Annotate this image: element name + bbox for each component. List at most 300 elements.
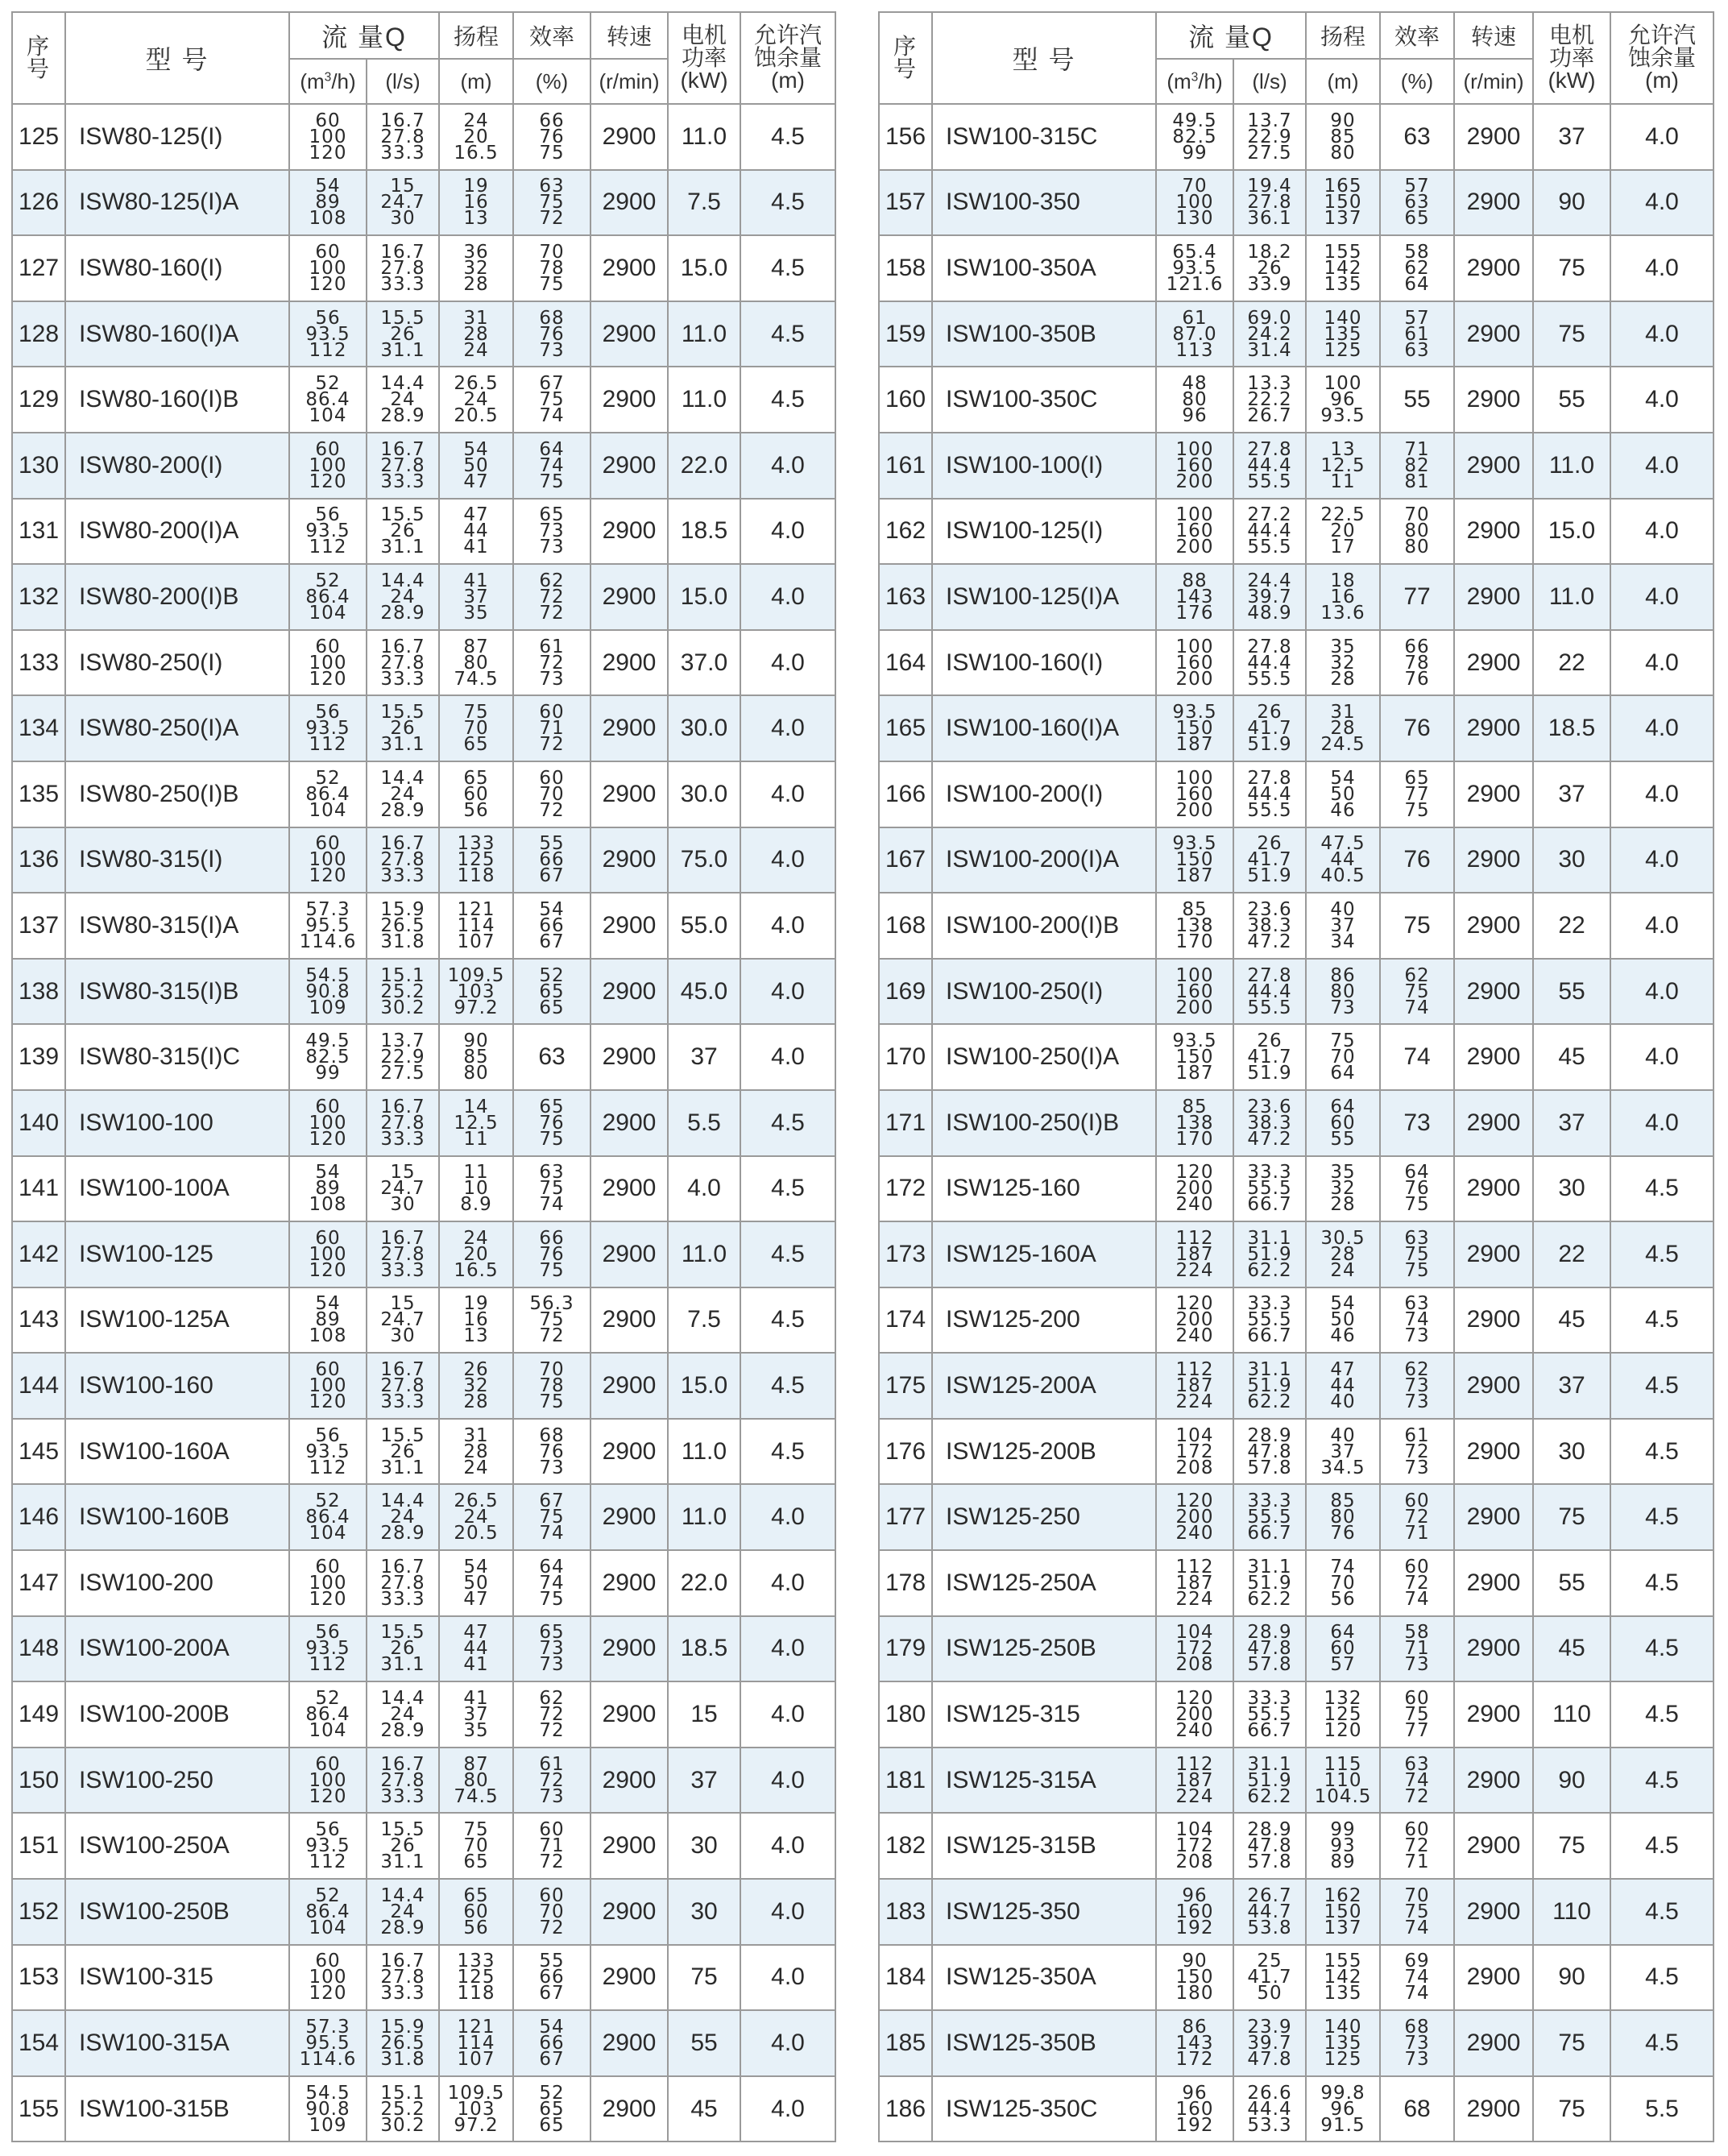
flow-m3h-value: 200 (1175, 799, 1214, 821)
efficiency (513, 367, 591, 433)
head (1306, 2076, 1380, 2142)
model-name: ISW125-315A (932, 1748, 1156, 1814)
head-value: 70 (1330, 1572, 1356, 1594)
flow-ls-value: 16.7 (380, 1753, 425, 1775)
efficiency-value: 76 (1404, 1178, 1430, 1200)
flow-ls (367, 1419, 439, 1485)
flow-ls-value: 44.4 (1247, 454, 1292, 476)
flow-m3h-value: 89 (315, 1178, 341, 1200)
efficiency (1380, 433, 1454, 499)
flow-ls (367, 1879, 439, 1945)
model-name: ISW100-315A (65, 2010, 289, 2076)
efficiency-value: 67 (539, 865, 565, 887)
efficiency (1380, 1550, 1454, 1616)
row-number: 174 (879, 1287, 932, 1354)
flow-m3h (289, 367, 367, 433)
efficiency-value: 80 (1404, 537, 1430, 558)
head-value: 125 (1324, 339, 1362, 361)
table-row (879, 893, 1713, 959)
efficiency-value: 62 (1404, 1359, 1430, 1381)
flow-ls (1233, 1681, 1306, 1748)
table-row (879, 1813, 1713, 1879)
efficiency-value: 72 (539, 1325, 565, 1347)
speed: 2900 (591, 2010, 668, 2076)
head (439, 1813, 513, 1879)
speed: 2900 (1454, 1419, 1533, 1485)
flow-ls-value: 15.1 (380, 964, 425, 986)
flow-m3h-value: 120 (309, 1983, 347, 2005)
flow-m3h-value: 86.4 (305, 783, 350, 805)
flow-ls-value: 62.2 (1247, 1391, 1292, 1413)
head (1306, 564, 1380, 630)
flow-ls-value: 44.4 (1247, 520, 1292, 542)
efficiency-value: 73 (1404, 1375, 1430, 1397)
flow-m3h-value: 187 (1175, 1243, 1214, 1265)
flow-ls-value: 28.9 (1247, 1819, 1292, 1841)
header-seq: 序 号 (12, 12, 65, 104)
flow-m3h-value: 112 (1175, 1227, 1214, 1249)
table-row (879, 1090, 1713, 1156)
flow-m3h-value: 150 (1175, 849, 1214, 871)
row-number: 185 (879, 2010, 932, 2076)
table-row (879, 1353, 1713, 1419)
flow-m3h-value: 112 (1175, 1753, 1214, 1775)
flow-m3h (1156, 695, 1233, 761)
efficiency-value: 74 (1404, 1588, 1430, 1610)
flow-m3h-value: 120 (309, 273, 347, 295)
flow-ls-value: 24.7 (380, 192, 425, 214)
flow-m3h (1156, 433, 1233, 499)
model-name: ISW100-250(I)B (932, 1090, 1156, 1156)
head-value: 19 (463, 1293, 489, 1315)
head-value: 46 (1330, 799, 1356, 821)
motor-power: 15.0 (668, 1353, 740, 1419)
flow-ls-value: 26.7 (1247, 405, 1292, 427)
flow-ls (367, 1484, 439, 1550)
head-value: 70 (1330, 1047, 1356, 1068)
speed: 2900 (591, 893, 668, 959)
flow-ls-value: 24 (390, 783, 416, 805)
speed: 2900 (591, 1156, 668, 1222)
flow-ls (1233, 1616, 1306, 1682)
flow-ls (1233, 367, 1306, 433)
npsh: 4.5 (1610, 1419, 1713, 1485)
flow-ls-value: 27.2 (1247, 504, 1292, 526)
flow-ls-value: 28.9 (380, 1523, 425, 1544)
motor-power: 75 (1533, 301, 1610, 367)
header-speed: 转速 (591, 12, 668, 59)
flow-m3h-value: 93.5 (305, 1441, 350, 1462)
efficiency-value: 82 (1404, 454, 1430, 476)
head (439, 1419, 513, 1485)
efficiency-value: 54 (539, 2017, 565, 2038)
motor-power: 11.0 (668, 1221, 740, 1287)
flow-m3h-value: 172 (1175, 1835, 1214, 1857)
flow-ls (367, 1616, 439, 1682)
flow-ls-value: 55.5 (1247, 537, 1292, 558)
model-name: ISW80-250(I)A (65, 695, 289, 761)
flow-m3h-value: 187 (1175, 1375, 1214, 1397)
flow-ls-value: 13.3 (1247, 373, 1292, 395)
head-value: 20.5 (454, 405, 499, 427)
speed: 2900 (1454, 499, 1533, 565)
model-name: ISW80-315(I) (65, 827, 289, 893)
flow-ls-value: 24 (390, 1704, 416, 1726)
flow-m3h-value: 52 (315, 1491, 341, 1512)
flow-ls-value: 26 (390, 520, 416, 542)
efficiency-value: 66 (539, 849, 565, 871)
row-number: 183 (879, 1879, 932, 1945)
efficiency (513, 630, 591, 696)
head-value: 140 (1324, 2017, 1362, 2038)
speed: 2900 (591, 104, 668, 170)
head-value: 19 (463, 176, 489, 197)
npsh: 4.5 (740, 367, 835, 433)
flow-m3h-value: 93.5 (305, 1835, 350, 1857)
efficiency-value: 57 (1404, 176, 1430, 197)
flow-m3h-value: 150 (1175, 1047, 1214, 1068)
flow-ls (1233, 1024, 1306, 1090)
flow-ls-value: 13.7 (380, 1030, 425, 1052)
flow-ls-value: 55.5 (1247, 799, 1292, 821)
motor-power: 45 (668, 2076, 740, 2142)
head-value: 26.5 (454, 1491, 499, 1512)
head-value: 20.5 (454, 1523, 499, 1544)
flow-m3h-value: 60 (315, 1227, 341, 1249)
efficiency-value: 75 (1404, 1259, 1430, 1281)
flow-ls-value: 26 (390, 1638, 416, 1660)
flow-m3h (1156, 1813, 1233, 1879)
efficiency-value: 63 (1404, 339, 1430, 361)
efficiency-value: 74 (539, 405, 565, 427)
flow-ls (367, 1550, 439, 1616)
efficiency-value: 72 (539, 208, 565, 230)
flow-ls-value: 18.2 (1247, 241, 1292, 263)
npsh: 4.0 (1610, 170, 1713, 236)
flow-m3h-value: 120 (1175, 1162, 1214, 1184)
efficiency-value: 78 (539, 1375, 565, 1397)
efficiency-value: 78 (539, 257, 565, 279)
model-name: ISW100-100 (65, 1090, 289, 1156)
npsh: 4.5 (1610, 1879, 1713, 1945)
head-value: 74.5 (454, 1785, 499, 1807)
npsh: 4.5 (740, 170, 835, 236)
efficiency: 63 (513, 1024, 591, 1090)
efficiency (1380, 630, 1454, 696)
row-number: 133 (12, 630, 65, 696)
flow-ls-value: 55.5 (1247, 1507, 1292, 1528)
flow-m3h-value: 99 (1182, 142, 1208, 164)
head-value: 155 (1324, 1951, 1362, 1972)
efficiency-value: 78 (1404, 652, 1430, 674)
model-name: ISW80-160(I)B (65, 367, 289, 433)
motor-power: 11.0 (668, 367, 740, 433)
flow-m3h (1156, 235, 1233, 301)
flow-m3h-value: 93.5 (1172, 257, 1217, 279)
flow-m3h-value: 187 (1175, 865, 1214, 887)
model-name: ISW80-200(I)A (65, 499, 289, 565)
efficiency-value: 72 (539, 1720, 565, 1742)
flow-m3h-value: 60 (315, 110, 341, 131)
flow-m3h-value: 109 (309, 997, 347, 1018)
flow-ls-value: 41.7 (1247, 1967, 1292, 1988)
head (439, 761, 513, 827)
table-row (879, 301, 1713, 367)
row-number: 165 (879, 695, 932, 761)
efficiency (1380, 1681, 1454, 1748)
efficiency (1380, 761, 1454, 827)
head-value: 133 (457, 1951, 495, 1972)
flow-ls-value: 26 (390, 1441, 416, 1462)
npsh: 4.5 (1610, 1616, 1713, 1682)
flow-m3h-value: 100 (1175, 438, 1214, 460)
model-name: ISW100-100(I) (932, 433, 1156, 499)
flow-ls (1233, 827, 1306, 893)
model-name: ISW80-125(I) (65, 104, 289, 170)
head (1306, 170, 1380, 236)
efficiency-value: 67 (539, 931, 565, 952)
flow-ls-value: 55.5 (1247, 1178, 1292, 1200)
efficiency (513, 1550, 591, 1616)
row-number: 178 (879, 1550, 932, 1616)
efficiency-value: 60 (539, 1819, 565, 1841)
flow-m3h (289, 630, 367, 696)
efficiency: 77 (1380, 564, 1454, 630)
npsh: 5.5 (1610, 2076, 1713, 2142)
table-row (12, 1353, 835, 1419)
head-value: 44 (1330, 849, 1356, 871)
head (1306, 499, 1380, 565)
efficiency: 55 (1380, 367, 1454, 433)
flow-m3h (1156, 104, 1233, 170)
head (1306, 1484, 1380, 1550)
head-value: 47 (1330, 1359, 1356, 1381)
flow-m3h-value: 100 (309, 652, 347, 674)
efficiency (513, 893, 591, 959)
efficiency-value: 70 (539, 783, 565, 805)
flow-m3h-value: 192 (1175, 1917, 1214, 1938)
head-value: 137 (1324, 208, 1362, 230)
speed: 2900 (591, 695, 668, 761)
header-flow-unit-ls: (l/s) (367, 59, 439, 104)
head-value: 24 (463, 110, 489, 131)
row-number: 169 (879, 959, 932, 1025)
flow-m3h-value: 120 (309, 471, 347, 492)
speed: 2900 (591, 1681, 668, 1748)
table-row (12, 827, 835, 893)
head-value: 150 (1324, 192, 1362, 214)
speed: 2900 (591, 1221, 668, 1287)
head-value: 47 (463, 1588, 489, 1610)
model-name: ISW80-315(I)C (65, 1024, 289, 1090)
efficiency-value: 65 (539, 1622, 565, 1644)
efficiency (1380, 1156, 1454, 1222)
efficiency-value: 58 (1404, 241, 1430, 263)
efficiency-value: 71 (1404, 438, 1430, 460)
speed: 2900 (591, 1419, 668, 1485)
head (439, 1945, 513, 2011)
head-value: 26.5 (454, 373, 499, 395)
motor-power: 75 (1533, 235, 1610, 301)
head-value: 75 (463, 702, 489, 724)
flow-m3h-value: 240 (1175, 1194, 1214, 1216)
head (439, 1616, 513, 1682)
head-value: 96 (1330, 389, 1356, 411)
flow-ls (367, 235, 439, 301)
efficiency-value: 73 (539, 668, 565, 690)
flow-m3h-value: 90.8 (305, 981, 350, 1002)
row-number: 149 (12, 1681, 65, 1748)
row-number: 141 (12, 1156, 65, 1222)
flow-m3h-value: 100 (1175, 964, 1214, 986)
flow-m3h-value: 60 (315, 1951, 341, 1972)
header-model: 型 号 (932, 12, 1156, 104)
flow-ls-value: 28.9 (380, 602, 425, 624)
head (439, 564, 513, 630)
flow-m3h-value: 120 (309, 1785, 347, 1807)
flow-ls-value: 19.4 (1247, 176, 1292, 197)
flow-m3h (289, 893, 367, 959)
flow-ls (1233, 301, 1306, 367)
head-value: 54 (463, 438, 489, 460)
flow-m3h-value: 90.8 (305, 2098, 350, 2120)
flow-m3h-value: 100 (309, 1112, 347, 1134)
motor-power: 4.0 (668, 1156, 740, 1222)
flow-ls-value: 38.3 (1247, 1112, 1292, 1134)
flow-m3h-value: 82.5 (305, 1047, 350, 1068)
efficiency-value: 77 (1404, 783, 1430, 805)
header-efficiency-unit: (%) (513, 59, 591, 104)
speed: 2900 (1454, 1090, 1533, 1156)
head-value: 28 (463, 1441, 489, 1462)
flow-m3h (289, 235, 367, 301)
efficiency-value: 56.3 (529, 1293, 574, 1315)
flow-ls-value: 22.2 (1247, 389, 1292, 411)
head-value: 31 (1330, 702, 1356, 724)
head-value: 40 (1330, 898, 1356, 920)
speed: 2900 (1454, 695, 1533, 761)
row-number: 171 (879, 1090, 932, 1156)
efficiency-value: 73 (539, 520, 565, 542)
flow-ls-value: 27.8 (380, 257, 425, 279)
efficiency-value: 65 (539, 2114, 565, 2136)
head (439, 1550, 513, 1616)
flow-ls-value: 26 (390, 323, 416, 345)
header-npsh: 允许汽 蚀余量 (m) (740, 12, 835, 104)
efficiency-value: 72 (1404, 1507, 1430, 1528)
head-value: 80 (463, 652, 489, 674)
head-value: 70 (463, 1835, 489, 1857)
efficiency (513, 564, 591, 630)
flow-m3h-value: 160 (1175, 454, 1214, 476)
flow-m3h-value: 224 (1175, 1785, 1214, 1807)
head-value: 135 (1324, 273, 1362, 295)
head (439, 1748, 513, 1814)
model-name: ISW100-125A (65, 1287, 289, 1354)
model-name: ISW100-250(I)A (932, 1024, 1156, 1090)
speed: 2900 (1454, 2076, 1533, 2142)
flow-ls-value: 25.2 (380, 2098, 425, 2120)
efficiency-value: 68 (539, 1424, 565, 1446)
row-number: 140 (12, 1090, 65, 1156)
flow-ls-value: 33.3 (1247, 1688, 1292, 1710)
motor-power: 55.0 (668, 893, 740, 959)
flow-m3h-value: 70 (1182, 176, 1208, 197)
npsh: 4.0 (1610, 695, 1713, 761)
head (439, 367, 513, 433)
efficiency-value: 73 (1404, 1654, 1430, 1676)
head-value: 28 (463, 1391, 489, 1413)
speed: 2900 (591, 499, 668, 565)
flow-ls-value: 33.3 (1247, 1491, 1292, 1512)
flow-ls-value: 28.9 (1247, 1622, 1292, 1644)
efficiency-value: 72 (1404, 1785, 1430, 1807)
head (439, 499, 513, 565)
flow-m3h (289, 170, 367, 236)
motor-power: 11.0 (668, 1484, 740, 1550)
efficiency-value: 66 (539, 1227, 565, 1249)
head-value: 12.5 (454, 1112, 499, 1134)
table-row (12, 1156, 835, 1222)
flow-ls-value: 69.0 (1247, 307, 1292, 329)
efficiency-value: 62 (1404, 964, 1430, 986)
model-name: ISW80-250(I)B (65, 761, 289, 827)
flow-ls-value: 26 (1257, 833, 1283, 855)
efficiency (513, 170, 591, 236)
efficiency-value: 76 (1404, 668, 1430, 690)
row-number: 137 (12, 893, 65, 959)
npsh: 4.5 (740, 1353, 835, 1419)
flow-m3h-value: 65.4 (1172, 241, 1217, 263)
flow-m3h-value: 96 (1182, 2082, 1208, 2104)
flow-m3h-value: 100 (309, 1572, 347, 1594)
head-value: 28 (463, 273, 489, 295)
flow-ls (367, 1090, 439, 1156)
flow-ls-value: 26.5 (380, 914, 425, 936)
efficiency-value: 73 (1404, 2049, 1430, 2071)
efficiency-value: 81 (1404, 471, 1430, 492)
npsh: 4.5 (1610, 1681, 1713, 1748)
row-number: 138 (12, 959, 65, 1025)
speed: 2900 (591, 630, 668, 696)
efficiency-value: 75 (539, 273, 565, 295)
flow-ls-value: 23.6 (1247, 1096, 1292, 1117)
flow-m3h-value: 56 (315, 1819, 341, 1841)
head-value: 64 (1330, 1096, 1356, 1117)
flow-ls-value: 27.8 (1247, 192, 1292, 214)
head-value: 75 (463, 1819, 489, 1841)
motor-power: 37.0 (668, 630, 740, 696)
flow-ls-value: 31.8 (380, 2049, 425, 2071)
motor-power: 45 (1533, 1024, 1610, 1090)
table-row (879, 235, 1713, 301)
flow-ls (367, 301, 439, 367)
efficiency-value: 65 (539, 1096, 565, 1117)
flow-ls (1233, 2010, 1306, 2076)
row-number: 173 (879, 1221, 932, 1287)
efficiency-value: 62 (1404, 257, 1430, 279)
head (439, 2010, 513, 2076)
head (1306, 1681, 1380, 1748)
table-row (12, 433, 835, 499)
head-value: 36 (463, 241, 489, 263)
efficiency-value: 72 (539, 586, 565, 607)
flow-m3h (1156, 827, 1233, 893)
efficiency-value: 64 (539, 1556, 565, 1578)
flow-ls-value: 31.1 (380, 1654, 425, 1676)
flow-m3h-value: 60 (315, 1556, 341, 1578)
flow-m3h-value: 93.5 (1172, 1030, 1217, 1052)
